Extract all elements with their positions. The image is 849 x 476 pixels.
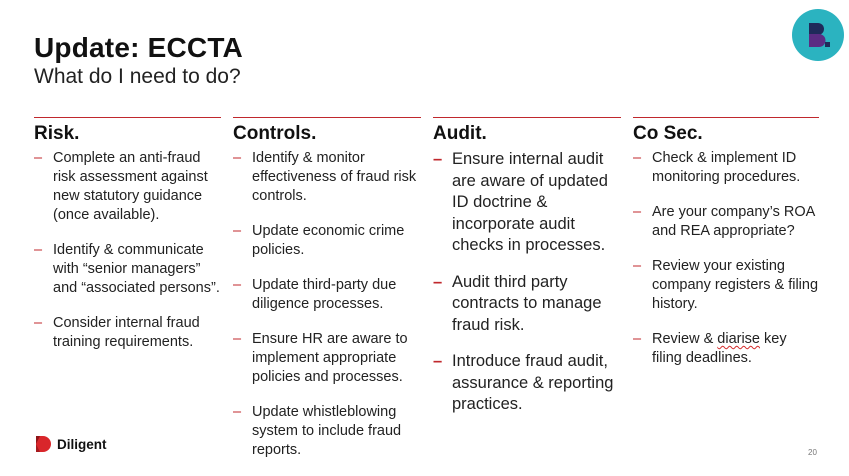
list-item	[233, 403, 421, 460]
list-item	[233, 222, 421, 260]
list-item	[433, 149, 621, 257]
page-number: 20	[808, 448, 817, 457]
column-rule	[233, 117, 421, 118]
list-item-text: Identify & communicate with “senior managers” and “associated persons”.	[53, 242, 220, 296]
column-co-sec	[633, 117, 819, 384]
bullet-list	[34, 149, 221, 352]
dash-icon: –	[433, 272, 443, 291]
column-heading: Audit.	[433, 123, 487, 144]
dash-icon: –	[34, 242, 43, 258]
footer-brand-name: Diligent	[57, 436, 107, 452]
list-item-text: Check & implement ID monitoring procedures.	[652, 150, 801, 185]
dash-icon: –	[34, 150, 43, 166]
list-item-text: Complete an anti-fraud risk assessment against new statutory guidance (once available).	[53, 150, 208, 223]
list-item	[633, 149, 819, 187]
dash-icon: –	[633, 204, 642, 220]
page-title: Update: ECCTA	[34, 32, 243, 63]
dash-icon: –	[433, 352, 443, 370]
list-item-text: Introduce fraud audit, assurance & reporting practices.	[452, 352, 614, 413]
list-item	[633, 330, 819, 368]
column-audit	[433, 117, 621, 431]
dash-icon: –	[633, 150, 642, 166]
column-risk	[34, 117, 221, 368]
list-item	[34, 241, 221, 298]
spellcheck-flagged-word[interactable]: diarise	[717, 331, 760, 347]
dash-icon: –	[34, 315, 43, 331]
list-item	[233, 149, 421, 206]
diligent-logo-icon	[34, 435, 52, 453]
list-item-text: Review your existing company registers & filing history.	[652, 258, 819, 312]
list-item-text: Update economic crime policies.	[252, 223, 405, 258]
page-subtitle: What do I need to do?	[34, 65, 241, 88]
list-item-text: Ensure internal audit are aware of updated ID doctrine & incorporate audit checks in processes.	[452, 150, 608, 254]
list-item	[433, 272, 621, 337]
list-item-text	[652, 331, 787, 366]
list-item-text: Are your company’s ROA and REA appropriate?	[652, 204, 815, 239]
list-item-text: Identify & monitor effectiveness of fraud risk controls.	[252, 150, 417, 204]
list-item	[34, 149, 221, 225]
list-item	[34, 314, 221, 352]
list-item	[233, 330, 421, 387]
list-item-text: Update whistleblowing system to include fraud reports.	[252, 404, 402, 458]
dash-icon: –	[233, 223, 242, 239]
list-item	[633, 203, 819, 241]
list-item-text: Ensure HR are aware to implement appropriate policies and processes.	[252, 331, 408, 385]
list-item	[433, 351, 621, 416]
bullet-list	[233, 149, 421, 460]
dash-icon: –	[233, 331, 242, 347]
footer-brand	[34, 435, 107, 453]
column-controls	[233, 117, 421, 476]
dash-icon: –	[233, 150, 242, 166]
text-segment: Review &	[652, 331, 718, 347]
dash-icon: –	[233, 277, 242, 293]
column-rule	[34, 117, 221, 118]
list-item-text: Audit third party contracts to manage fraud risk.	[452, 272, 602, 334]
column-rule	[433, 117, 621, 118]
list-item	[633, 257, 819, 314]
dash-icon: –	[233, 404, 242, 420]
dash-icon: –	[633, 258, 642, 274]
bullet-list	[633, 149, 819, 368]
bullet-list	[433, 149, 621, 416]
dash-icon: –	[433, 150, 443, 168]
list-item	[233, 276, 421, 314]
column-heading: Controls.	[233, 123, 317, 144]
dash-icon: –	[633, 331, 642, 347]
list-item-text: Update third-party due diligence processes.	[252, 277, 397, 312]
column-heading: Risk.	[34, 123, 80, 144]
column-heading: Co Sec.	[633, 123, 703, 144]
column-rule	[633, 117, 819, 118]
list-item-text: Consider internal fraud training requirements.	[53, 315, 200, 350]
text-segment: key filing deadlines.	[652, 331, 787, 366]
